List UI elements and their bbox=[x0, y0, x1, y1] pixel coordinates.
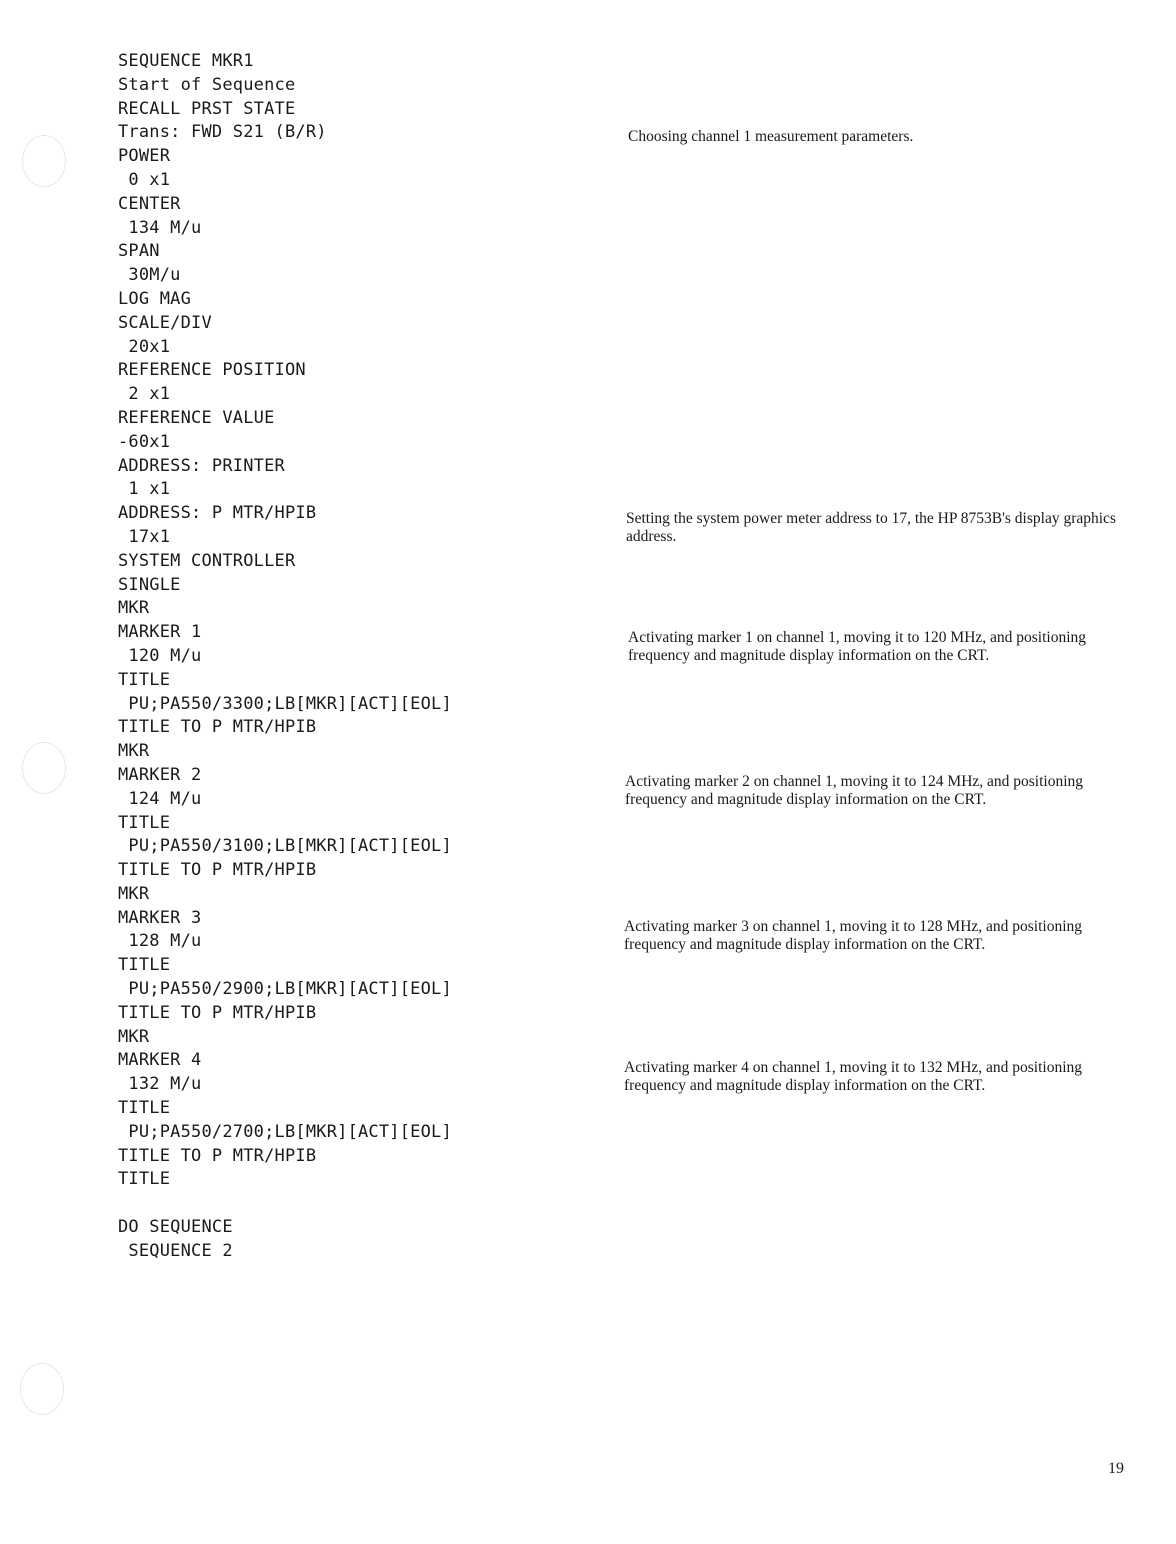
listing-line: 0 x1 bbox=[118, 169, 171, 190]
listing-line: SYSTEM CONTROLLER bbox=[118, 550, 296, 571]
listing-line: TITLE bbox=[118, 1098, 171, 1119]
listing-line: REFERENCE VALUE bbox=[118, 407, 275, 428]
annotation-marker-3: Activating marker 3 on channel 1, moving it to 128 MHz, and positioning frequency and magnitude display information on the CRT. bbox=[624, 918, 1083, 953]
listing-line: MARKER 3 bbox=[118, 907, 202, 928]
listing-line: 124 M/u bbox=[118, 788, 202, 809]
listing-line: 120 M/u bbox=[118, 645, 202, 666]
listing-line: 128 M/u bbox=[118, 931, 202, 952]
listing-line: TITLE TO P MTR/HPIB bbox=[118, 860, 317, 881]
listing-line: MARKER 1 bbox=[118, 622, 202, 643]
listing-line: TITLE bbox=[118, 1169, 171, 1190]
listing-line: 20x1 bbox=[118, 336, 171, 357]
listing-line: DO SEQUENCE bbox=[118, 1217, 233, 1238]
binder-hole bbox=[20, 1363, 64, 1415]
listing-line: 30M/u bbox=[118, 265, 181, 286]
listing-line: REFERENCE POSITION bbox=[118, 360, 306, 381]
listing-line: PU;PA550/2700;LB[MKR][ACT][EOL] bbox=[118, 1121, 452, 1142]
listing-line bbox=[118, 1192, 578, 1216]
sequence-listing bbox=[118, 50, 578, 1264]
listing-line: MKR bbox=[118, 1026, 150, 1047]
page-number: 19 bbox=[1108, 1460, 1124, 1477]
listing-line: SINGLE bbox=[118, 574, 181, 595]
listing-line: MARKER 4 bbox=[118, 1050, 202, 1071]
listing-line: Trans: FWD S21 (B/R) bbox=[118, 122, 327, 143]
listing-line: ADDRESS: P MTR/HPIB bbox=[118, 503, 317, 524]
listing-line: PU;PA550/2900;LB[MKR][ACT][EOL] bbox=[118, 979, 452, 1000]
listing-line: PU;PA550/3300;LB[MKR][ACT][EOL] bbox=[118, 693, 452, 714]
listing-line: MARKER 2 bbox=[118, 764, 202, 785]
annotation-marker-2: Activating marker 2 on channel 1, moving it to 124 MHz, and positioning frequency and magnitude display information on the CRT. bbox=[625, 773, 1084, 808]
listing-line: SPAN bbox=[118, 241, 160, 262]
listing-line: CENTER bbox=[118, 193, 181, 214]
listing-line: TITLE bbox=[118, 955, 171, 976]
listing-line: TITLE TO P MTR/HPIB bbox=[118, 1145, 317, 1166]
annotation-power-meter-address: Setting the system power meter address to 17, the HP 8753B's display graphics address. bbox=[626, 510, 1116, 545]
listing-line: TITLE bbox=[118, 669, 171, 690]
listing-line: SCALE/DIV bbox=[118, 312, 212, 333]
listing-line: MKR bbox=[118, 883, 150, 904]
listing-line: TITLE bbox=[118, 812, 171, 833]
listing-line: LOG MAG bbox=[118, 288, 192, 309]
listing-line: POWER bbox=[118, 146, 171, 167]
listing-line: 17x1 bbox=[118, 526, 171, 547]
annotation-marker-4: Activating marker 4 on channel 1, moving it to 132 MHz, and positioning frequency and magnitude display information on the CRT. bbox=[624, 1059, 1083, 1094]
listing-line: 2 x1 bbox=[118, 384, 171, 405]
listing-line: SEQUENCE 2 bbox=[118, 1240, 233, 1261]
binder-hole bbox=[22, 742, 66, 794]
listing-line: 134 M/u bbox=[118, 217, 202, 238]
listing-line: TITLE TO P MTR/HPIB bbox=[118, 1002, 317, 1023]
listing-line: 1 x1 bbox=[118, 479, 171, 500]
listing-line: RECALL PRST STATE bbox=[118, 98, 296, 119]
listing-line: Start of Sequence bbox=[118, 74, 296, 95]
binder-hole bbox=[22, 135, 66, 187]
listing-line: PU;PA550/3100;LB[MKR][ACT][EOL] bbox=[118, 836, 452, 857]
annotation-marker-1: Activating marker 1 on channel 1, moving it to 120 MHz, and positioning frequency and magnitude display information on the CRT. bbox=[628, 629, 1087, 664]
listing-line: MKR bbox=[118, 741, 150, 762]
annotation-channel-params: Choosing channel 1 measurement parameters. bbox=[628, 128, 914, 145]
listing-line: 132 M/u bbox=[118, 1074, 202, 1095]
listing-line: -60x1 bbox=[118, 431, 171, 452]
listing-line: TITLE TO P MTR/HPIB bbox=[118, 717, 317, 738]
listing-line: SEQUENCE MKR1 bbox=[118, 51, 254, 71]
listing-line: ADDRESS: PRINTER bbox=[118, 455, 285, 476]
listing-line: MKR bbox=[118, 598, 150, 619]
